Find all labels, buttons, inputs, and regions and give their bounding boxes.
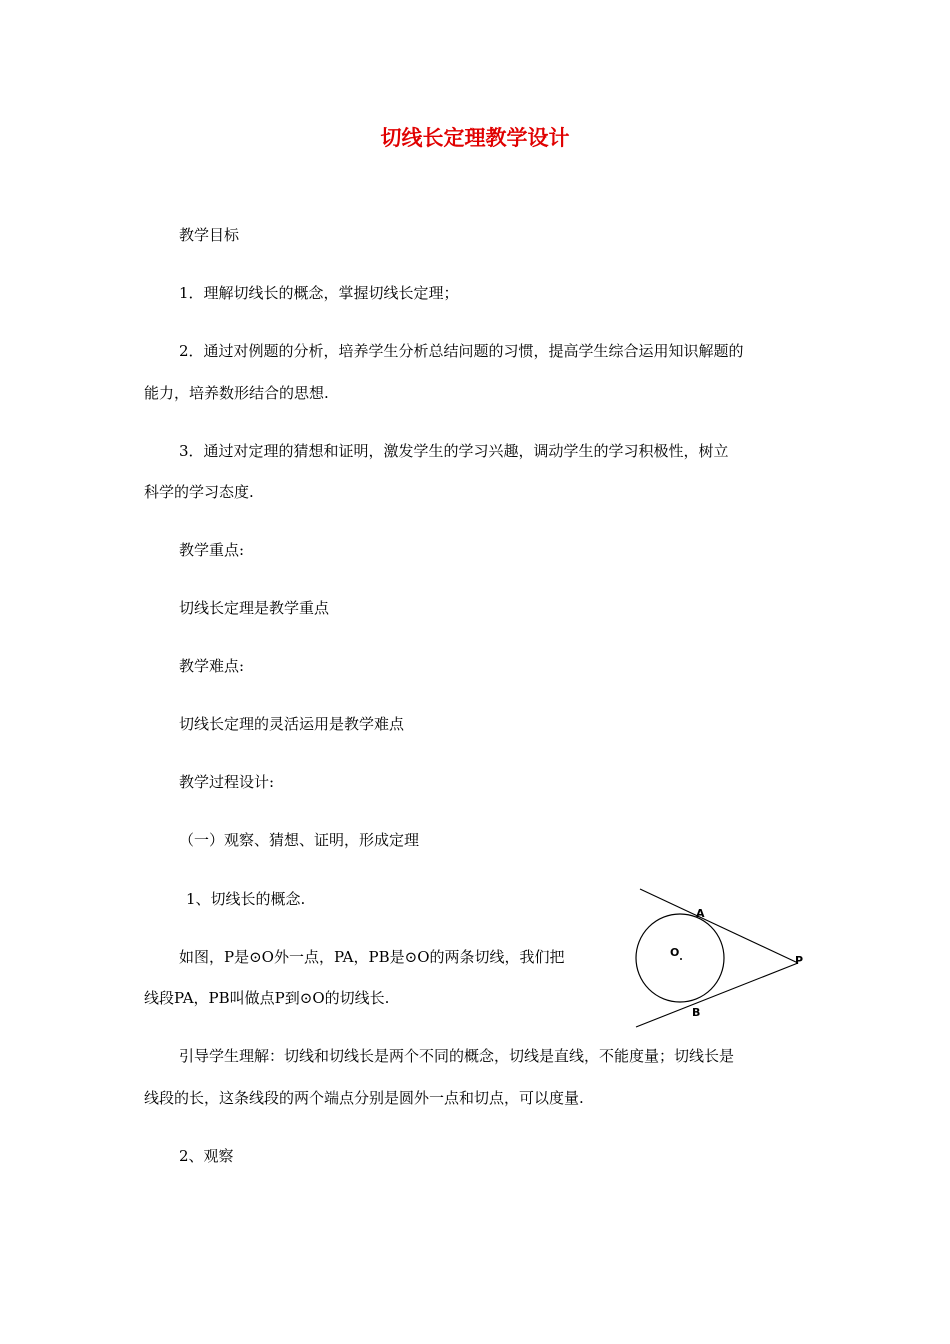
tangent-line-pb (636, 963, 798, 1027)
center-point (680, 958, 682, 960)
paragraph-observe-heading: 2、观察 (179, 1147, 234, 1165)
paragraph-objective-3-line-2: 科学的学习态度. (144, 483, 254, 501)
paragraph-key-point-heading: 教学重点: (179, 541, 245, 559)
paragraph-guidance-line-2: 线段的长，这条线段的两个端点分别是圆外一点和切点，可以度量. (144, 1089, 584, 1107)
label-b: B (692, 1006, 701, 1019)
paragraph-concept-line-1: 如图，P是⊙O外一点，PA，PB是⊙O的两条切线，我们把 (179, 948, 565, 966)
paragraph-objective-1: 1．理解切线长的概念，掌握切线长定理； (179, 284, 459, 302)
paragraph-concept-heading: 1、切线长的概念. (186, 890, 306, 908)
paragraph-difficulty: 切线长定理的灵活运用是教学难点 (179, 715, 405, 733)
page-title: 切线长定理教学设计 (380, 126, 570, 150)
paragraph-guidance-line-1: 引导学生理解：切线和切线长是两个不同的概念，切线是直线，不能度量；切线长是 (179, 1047, 735, 1065)
tangent-diagram (630, 884, 810, 1032)
paragraph-difficulty-heading: 教学难点: (179, 657, 245, 675)
circle-o (636, 914, 724, 1002)
label-a: A (696, 907, 705, 920)
tangent-line-pa (640, 889, 798, 963)
paragraph-objective-2-line-1: 2．通过对例题的分析，培养学生分析总结问题的习惯，提高学生综合运用知识解题的 (179, 342, 744, 360)
paragraph-process-heading: 教学过程设计: (179, 773, 275, 791)
label-o: O (670, 946, 680, 959)
paragraph-section-1-heading: （一）观察、猜想、证明，形成定理 (179, 831, 420, 849)
paragraph-objective-3-line-1: 3．通过对定理的猜想和证明，激发学生的学习兴趣，调动学生的学习积极性，树立 (179, 442, 729, 460)
paragraph-objective-2-line-2: 能力，培养数形结合的思想. (144, 384, 329, 402)
paragraph-objectives-heading: 教学目标 (179, 226, 240, 244)
paragraph-key-point: 切线长定理是教学重点 (179, 599, 330, 617)
label-p: P (795, 954, 804, 967)
paragraph-concept-line-2: 线段PA，PB叫做点P到⊙O的切线长. (144, 989, 390, 1007)
